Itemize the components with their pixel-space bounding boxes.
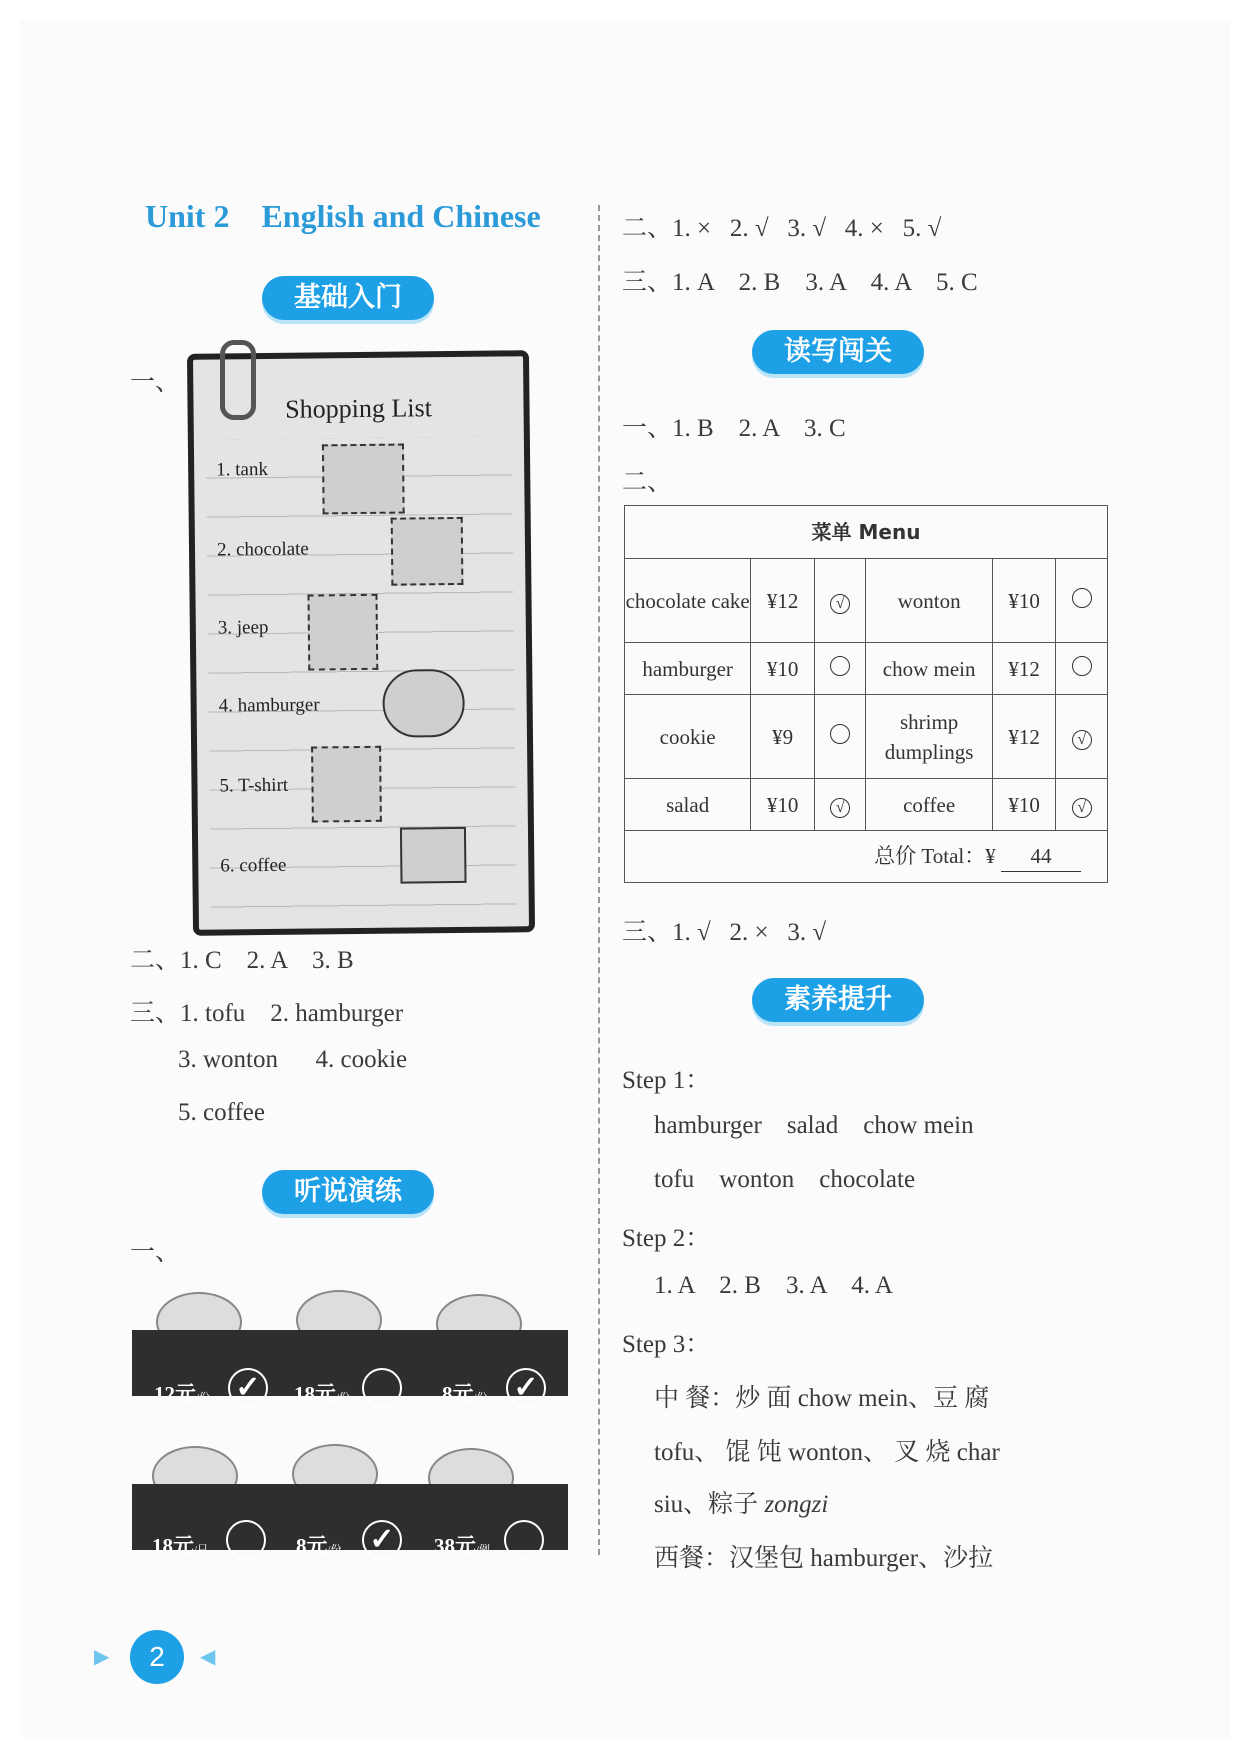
step-1-line1: hamburger salad chow mein [654, 1112, 974, 1139]
menu-item: hamburger [625, 643, 751, 695]
shopping-list-title: Shopping List [285, 393, 433, 424]
price-label: 18元/只 [152, 1534, 209, 1558]
listen-question-3-answers: 三、1. A 2. B 3. A 4. A 5. C [622, 269, 978, 296]
coffee-picture [400, 827, 467, 884]
question-2-answers: 二、1. C 2. A 3. B [130, 947, 354, 974]
menu-price: ¥10 [751, 779, 815, 831]
check-circle-icon: √ [830, 594, 850, 614]
page-number: 2 [130, 1630, 184, 1684]
step-3-label: Step 3： [622, 1331, 711, 1358]
price-label: 8元/份 [296, 1534, 342, 1558]
hamburger-picture [382, 669, 465, 738]
check-circle-icon: √ [1072, 798, 1092, 818]
step-3-line3: siu、粽子 zongzi [654, 1491, 829, 1518]
empty-circle-icon [226, 1520, 266, 1560]
list-item: 6. coffee [220, 854, 287, 877]
empty-circle-icon [830, 656, 850, 676]
rw-question-3-answers: 三、1. √ 2. × 3. √ [622, 919, 827, 946]
menu-price: ¥12 [992, 695, 1056, 779]
list-item: 3. jeep [217, 616, 269, 639]
listen-question-2-answers: 二、1. × 2. √ 3. √ 4. × 5. √ [622, 215, 942, 242]
price-label: 8元/份 [442, 1382, 488, 1406]
tshirt-picture [311, 746, 382, 823]
menu-item: chocolate cake [625, 559, 751, 643]
menu-price: ¥10 [992, 779, 1056, 831]
menu-price: ¥9 [751, 695, 815, 779]
menu-item: cookie [625, 695, 751, 779]
listen-question-1-label: 一、 [130, 1239, 181, 1266]
menu-price: ¥10 [751, 643, 815, 695]
check-circle-icon: ✓ [506, 1368, 546, 1408]
question-1-label: 一、 [130, 369, 181, 396]
step-2-line1: 1. A 2. B 3. A 4. A [654, 1272, 893, 1299]
menu-item: coffee [866, 779, 992, 831]
paper-clip-icon [220, 340, 256, 420]
check-circle-icon: ✓ [362, 1520, 402, 1560]
price-label: 38元/例 [434, 1534, 491, 1558]
check-circle-icon: √ [830, 798, 850, 818]
tank-picture [322, 444, 405, 515]
empty-circle-icon [1072, 588, 1092, 608]
chocolate-picture [391, 517, 464, 586]
check-circle-icon: ✓ [228, 1368, 268, 1408]
check-circle-icon: √ [1072, 730, 1092, 750]
empty-circle-icon [830, 724, 850, 744]
table-row [625, 831, 1108, 883]
rw-question-1-answers: 一、1. B 2. A 3. C [622, 415, 846, 442]
section-listen-speak: 听说演练 [262, 1170, 434, 1214]
list-item: 1. tank [216, 458, 269, 481]
menu-title: 菜单 Menu [625, 506, 1108, 559]
step-3-line1: 中 餐：炒 面 chow mein、豆 腐 [654, 1385, 990, 1412]
column-divider [598, 205, 600, 1555]
menu-item: wonton [866, 559, 992, 643]
step-3-line2: tofu、 馄 饨 wonton、 叉 烧 char [654, 1439, 1000, 1466]
section-literacy: 素养提升 [752, 978, 924, 1022]
menu-price: ¥12 [751, 559, 815, 643]
menu-price: ¥12 [992, 643, 1056, 695]
step-1-line2: tofu wonton chocolate [654, 1166, 916, 1193]
menu-total: 总价 Total：¥ 44 [625, 831, 1108, 883]
empty-circle-icon [504, 1520, 544, 1560]
menu-price: ¥10 [992, 559, 1056, 643]
table-row [625, 643, 1108, 695]
step-2-label: Step 2： [622, 1225, 711, 1252]
list-item: 5. T-shirt [219, 774, 289, 797]
table-row [625, 695, 1108, 779]
question-3-answers-line3: 5. coffee [178, 1099, 265, 1126]
total-value: 44 [1001, 841, 1081, 872]
unit-title: Unit 2 English and Chinese [145, 198, 541, 234]
step-3-line4: 西餐：汉堡包 hamburger、沙拉 [654, 1545, 994, 1572]
price-label: 18元/份 [294, 1382, 351, 1406]
step-1-label: Step 1： [622, 1067, 711, 1094]
list-item: 4. hamburger [218, 694, 320, 717]
list-item: 2. chocolate [216, 538, 309, 561]
table-row [625, 779, 1108, 831]
question-3-answers-line1: 三、1. tofu 2. hamburger [130, 1000, 404, 1027]
jeep-picture [307, 594, 378, 671]
menu-item: chow mein [866, 643, 992, 695]
question-3-answers-line2: 3. wonton 4. cookie [178, 1046, 408, 1073]
menu-table [624, 505, 1108, 883]
table-row [625, 559, 1108, 643]
triangle-right-icon: ▶ [94, 1646, 110, 1668]
price-label: 12元/份 [154, 1382, 211, 1406]
section-basic-intro: 基础入门 [262, 276, 434, 320]
rw-question-2-label: 二、 [622, 469, 673, 496]
empty-circle-icon [1072, 656, 1092, 676]
triangle-left-icon: ◀ [200, 1646, 216, 1668]
menu-item: salad [625, 779, 751, 831]
empty-circle-icon [362, 1368, 402, 1408]
shopping-list-card [187, 350, 535, 936]
section-read-write: 读写闯关 [752, 330, 924, 374]
menu-item: shrimp dumplings [866, 695, 992, 779]
